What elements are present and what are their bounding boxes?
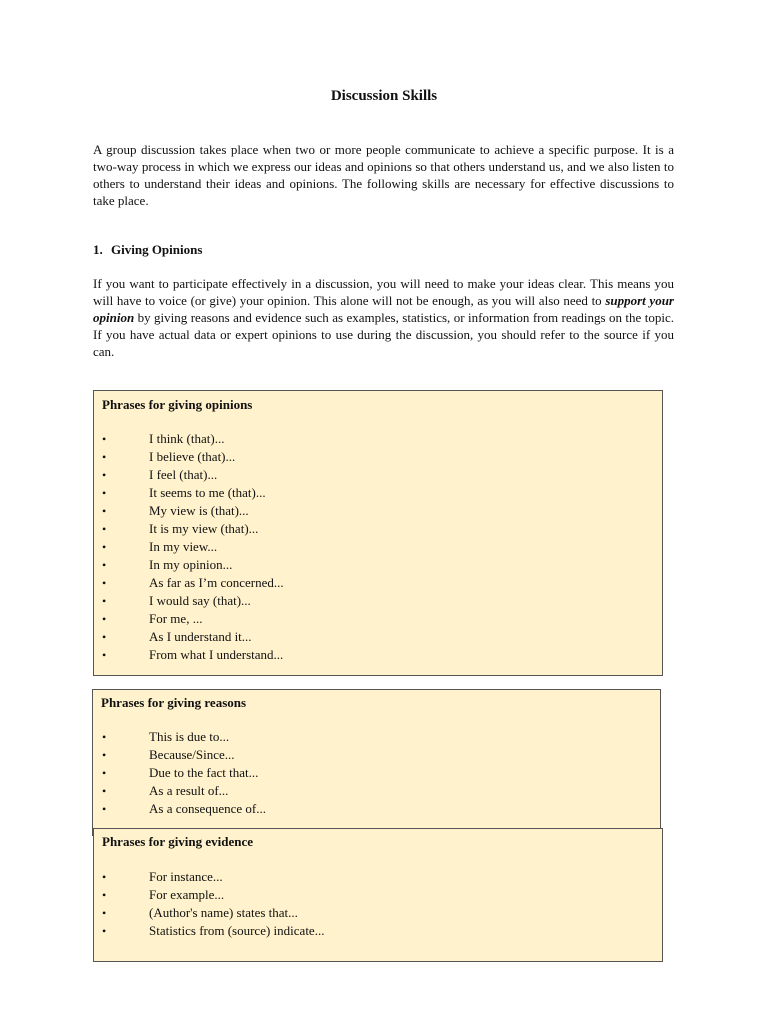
phrase-text: I think (that)... xyxy=(149,431,225,446)
phrase-text: I believe (that)... xyxy=(149,449,236,464)
giving-opinions-paragraph xyxy=(93,275,674,360)
phrase-text: Due to the fact that... xyxy=(149,765,259,780)
evidence-phrase-list xyxy=(102,868,324,940)
phrase-text: For example... xyxy=(149,887,225,902)
list-item xyxy=(102,628,284,646)
paragraph-text-before: If you want to participate effectively in a discussion, you will need to make your ideas clear. This means you will have to voice (or give) your opinion. This alone will not be enough, as you will also need to xyxy=(93,276,674,308)
phrase-text: In my opinion... xyxy=(149,557,233,572)
phrase-text: From what I understand... xyxy=(149,647,284,662)
phrase-text: I feel (that)... xyxy=(149,467,218,482)
intro-paragraph: A group discussion takes place when two or more people communicate to achieve a specific purpose. It is a two-way process in which we express our ideas and opinions so that others understand us, and we also listen to others to understand their ideas and opinions. The following skills are necessary for effective discussions to take place. xyxy=(93,142,674,208)
phrase-text: Because/Since... xyxy=(149,747,235,762)
bullet-icon: • xyxy=(102,594,107,608)
list-item xyxy=(102,922,324,940)
phrase-text: As a result of... xyxy=(149,783,229,798)
bullet-icon: • xyxy=(102,766,107,780)
phrase-text: For me, ... xyxy=(149,611,203,626)
paragraph-text-after: by giving reasons and evidence such as examples, statistics, or information from readings on the topic. If you have actual data or expert opinions to use during the discussion, you should refer to the source if you can. xyxy=(93,310,674,359)
reasons-phrase-list xyxy=(102,728,266,818)
bullet-icon: • xyxy=(102,802,107,816)
list-item xyxy=(102,646,284,664)
bullet-icon: • xyxy=(102,648,107,662)
reasons-box-title: Phrases for giving reasons xyxy=(101,695,247,710)
phrase-text: As I understand it... xyxy=(149,629,252,644)
list-item xyxy=(102,466,284,484)
section-heading-text: Giving Opinions xyxy=(111,242,203,257)
evidence-box-title: Phrases for giving evidence xyxy=(102,834,254,849)
evidence-phrase-box xyxy=(93,828,663,962)
bullet-icon: • xyxy=(102,888,107,902)
bullet-icon: • xyxy=(102,924,107,938)
bullet-icon: • xyxy=(102,730,107,744)
bullet-icon: • xyxy=(102,558,107,572)
bullet-icon: • xyxy=(102,906,107,920)
paragraph-emphasis: support your opinion xyxy=(93,293,674,325)
phrase-text: Statistics from (source) indicate... xyxy=(149,923,325,938)
phrase-text: For instance... xyxy=(149,869,223,884)
bullet-icon: • xyxy=(102,630,107,644)
list-item xyxy=(102,782,266,800)
list-item xyxy=(102,448,284,466)
bullet-icon: • xyxy=(102,612,107,626)
list-item xyxy=(102,904,324,922)
bullet-icon: • xyxy=(102,522,107,536)
list-item xyxy=(102,868,324,886)
list-item xyxy=(102,592,284,610)
list-item xyxy=(102,764,266,782)
bullet-icon: • xyxy=(102,468,107,482)
list-item xyxy=(102,502,284,520)
phrase-text: It seems to me (that)... xyxy=(149,485,266,500)
list-item xyxy=(102,728,266,746)
section-number: 1. xyxy=(93,242,103,257)
list-item xyxy=(102,556,284,574)
opinions-phrase-list xyxy=(102,430,284,664)
list-item xyxy=(102,430,284,448)
bullet-icon: • xyxy=(102,486,107,500)
list-item xyxy=(102,484,284,502)
phrase-text: (Author's name) states that... xyxy=(149,905,298,920)
phrase-text: My view is (that)... xyxy=(149,503,249,518)
list-item xyxy=(102,538,284,556)
list-item xyxy=(102,800,266,818)
section-heading-giving-opinions xyxy=(93,242,202,258)
list-item xyxy=(102,520,284,538)
bullet-icon: • xyxy=(102,450,107,464)
bullet-icon: • xyxy=(102,432,107,446)
list-item xyxy=(102,886,324,904)
bullet-icon: • xyxy=(102,870,107,884)
phrase-text: It is my view (that)... xyxy=(149,521,259,536)
opinions-box-title: Phrases for giving opinions xyxy=(102,397,253,412)
bullet-icon: • xyxy=(102,576,107,590)
phrase-text: In my view... xyxy=(149,539,218,554)
list-item xyxy=(102,610,284,628)
opinions-phrase-box xyxy=(93,390,663,676)
phrase-text: I would say (that)... xyxy=(149,593,251,608)
bullet-icon: • xyxy=(102,748,107,762)
bullet-icon: • xyxy=(102,540,107,554)
list-item xyxy=(102,746,266,764)
page-title: Discussion Skills xyxy=(330,88,438,104)
phrase-text: This is due to... xyxy=(149,729,230,744)
bullet-icon: • xyxy=(102,784,107,798)
reasons-phrase-box xyxy=(92,689,661,836)
phrase-text: As far as I’m concerned... xyxy=(149,575,284,590)
phrase-text: As a consequence of... xyxy=(149,801,266,816)
list-item xyxy=(102,574,284,592)
bullet-icon: • xyxy=(102,504,107,518)
